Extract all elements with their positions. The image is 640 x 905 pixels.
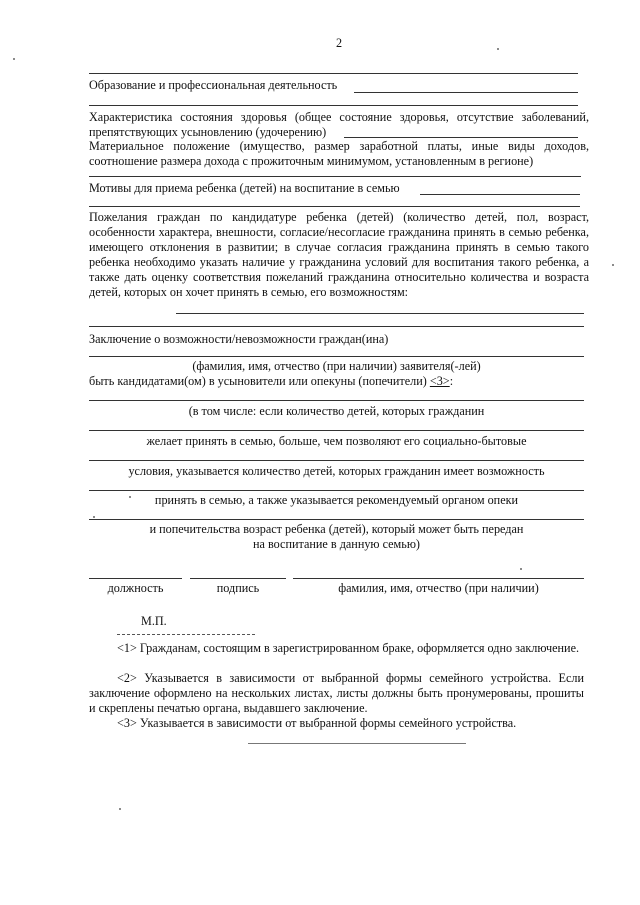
signature-line[interactable] <box>190 578 286 579</box>
form-line <box>89 326 584 327</box>
page-number: 2 <box>336 36 343 50</box>
footnote-2: <2> Указывается в зависимости от выбранной формы семейного устройства. Если заключение оформлено на нескольких листах, листы должны быть пронумерованы, прошиты и скреплены печатью органа, выдавшего заключение. <box>89 671 584 715</box>
form-line <box>89 519 584 520</box>
footnote-separator <box>117 634 255 635</box>
full-name-line[interactable] <box>293 578 584 579</box>
scan-speck <box>497 48 499 50</box>
scan-speck <box>13 58 15 60</box>
including-hint-3: условия, указывается количество детей, которых гражданин имеет возможность <box>128 464 545 478</box>
position-line[interactable] <box>89 578 182 579</box>
including-hint-1: (в том числе: если количество детей, которых гражданин <box>188 404 485 418</box>
health-label: Характеристика состояния здоровья (общее состояние здоровья, отсутствие заболеваний, препятствующих усыновлению (удочерению) <box>89 110 589 139</box>
form-line <box>89 206 580 207</box>
motives-input-line[interactable] <box>420 194 580 195</box>
form-line <box>89 460 584 461</box>
conclusion-label: Заключение о возможности/невозможности граждан(ина) <box>89 332 389 346</box>
footnote-3: <3> Указывается в зависимости от выбранной формы семейного устройства. <box>117 716 517 730</box>
including-hint-5: и попечительства возраст ребенка (детей), который может быть передан <box>149 522 524 536</box>
scan-speck <box>612 264 614 266</box>
material-input-line[interactable] <box>89 176 581 177</box>
form-line <box>89 490 584 491</box>
material-label: Материальное положение (имущество, размер заработной платы, иные виды доходов, соотношение размера дохода с прожиточным минимумом, установленным в регионе) <box>89 139 589 168</box>
form-line <box>89 400 584 401</box>
position-caption: должность <box>107 581 164 595</box>
conclusion-input-line[interactable] <box>89 356 584 357</box>
scan-speck <box>129 496 131 498</box>
be-candidates-text <box>89 374 453 389</box>
footnote-ref-3[interactable]: <3> <box>429 374 450 388</box>
including-hint-2: желает принять в семью, больше, чем позволяют его социально-бытовые <box>146 434 527 448</box>
signature-caption: подпись <box>216 581 260 595</box>
motives-label: Мотивы для приема ребенка (детей) на воспитание в семью <box>89 181 400 195</box>
scan-speck <box>520 568 522 570</box>
form-line <box>89 73 578 74</box>
end-line <box>248 743 466 744</box>
scan-speck <box>93 516 95 518</box>
stamp-place: М.П. <box>141 614 167 628</box>
health-input-line[interactable] <box>344 137 578 138</box>
colon: : <box>449 374 454 388</box>
fio-applicant-hint: (фамилия, имя, отчество (при наличии) заявителя(-лей) <box>192 359 481 373</box>
wishes-label: Пожелания граждан по кандидатуре ребенка (детей) (количество детей, пол, возраст, особенности характера, внешности, согласие/несогласие гражданина принять в семью ребенка, имеющего отклонения в развитии; в случае согласия гражданина принять в семью такого ребенка необходимо указать наличие у гражданина условий для воспитания такого ребенка, а также дать оценку соответствия пожеланий гражданина относительно количества и возраста детей, которых он хочет принять в семью, его возможностям: <box>89 210 589 299</box>
form-line <box>89 105 578 106</box>
be-candidates-label: быть кандидатами(ом) в усыновители или опекуны (попечители) <box>89 374 427 388</box>
scan-speck <box>119 808 121 810</box>
full-name-caption: фамилия, имя, отчество (при наличии) <box>338 581 539 595</box>
footnote-1: <1> Гражданам, состоящим в зарегистрированном браке, оформляется одно заключение. <box>117 641 580 655</box>
education-input-line[interactable] <box>354 92 578 93</box>
including-hint-4: принять в семью, а также указывается рекомендуемый органом опеки <box>154 493 519 507</box>
education-label: Образование и профессиональная деятельность <box>89 78 338 92</box>
form-line <box>89 430 584 431</box>
wishes-input-line[interactable] <box>176 313 584 314</box>
including-hint-6: на воспитание в данную семью) <box>253 537 420 551</box>
